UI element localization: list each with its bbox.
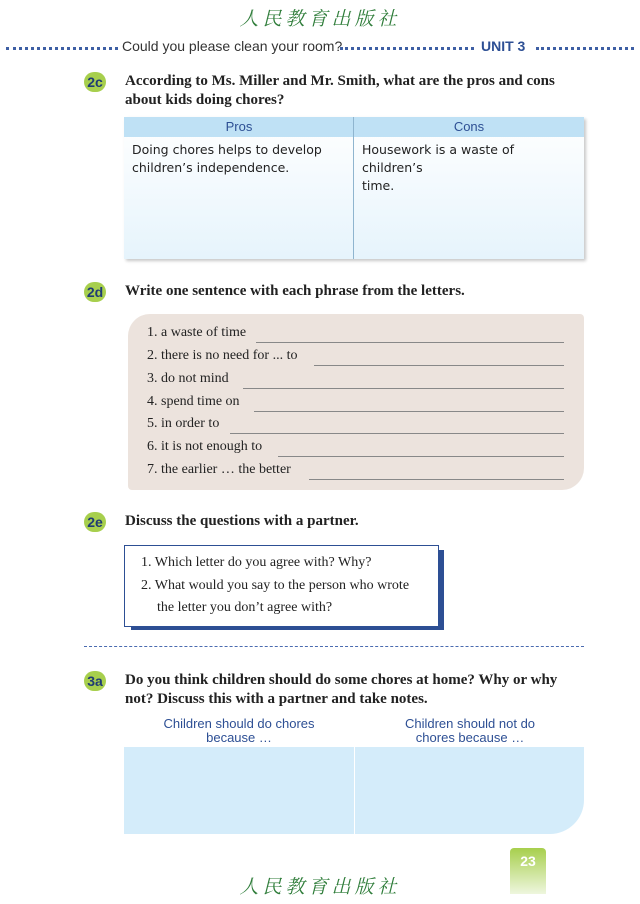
- notes-col2-header: [355, 717, 584, 747]
- phrase-item: 5. in order to: [147, 416, 220, 431]
- question-2-line2: the letter you don’t agree with?: [157, 600, 333, 615]
- pros-line2: children’s independence.: [132, 160, 290, 175]
- phrase-item: 7. the earlier … the better: [147, 462, 291, 477]
- answer-line-2[interactable]: [314, 365, 564, 366]
- header-dots-right: [536, 47, 634, 50]
- answer-line-6[interactable]: [278, 456, 564, 457]
- header-dots-left: [6, 47, 118, 50]
- header-title: Could you please clean your room?: [122, 38, 343, 54]
- badge-2e: 2e: [84, 512, 106, 532]
- table-divider: [353, 117, 354, 259]
- header-dots-middle: [340, 47, 474, 50]
- badge-3a: 3a: [84, 671, 106, 691]
- publisher-logo-bottom: 人民教育出版社: [239, 876, 401, 898]
- answer-line-4[interactable]: [254, 411, 564, 412]
- question-1: 1. Which letter do you agree with? Why?: [141, 555, 372, 570]
- instruction-3a-line2: not? Discuss this with a partner and take notes.: [125, 691, 428, 707]
- badge-2c: 2c: [84, 72, 106, 92]
- pros-line1: Doing chores helps to develop: [132, 142, 322, 157]
- publisher-logo-top: 人民教育出版社: [239, 8, 401, 30]
- cons-cell[interactable]: [362, 141, 577, 195]
- instruction-2d: Write one sentence with each phrase from the letters.: [125, 283, 465, 299]
- phrase-item: 4. spend time on: [147, 394, 240, 409]
- instruction-2c: [125, 72, 555, 110]
- notes-divider: [354, 717, 355, 834]
- instruction-2c-line2: about kids doing chores?: [125, 92, 285, 108]
- answer-line-3[interactable]: [243, 388, 564, 389]
- notes-col2-line2: chores because …: [415, 730, 525, 745]
- answer-line-5[interactable]: [230, 433, 564, 434]
- pros-cell[interactable]: [132, 141, 347, 177]
- notes-table[interactable]: [124, 717, 584, 834]
- instruction-2c-line1: According to Ms. Miller and Mr. Smith, what are the pros and cons: [125, 73, 555, 89]
- answer-line-1[interactable]: [256, 342, 564, 343]
- pros-header: Pros: [124, 117, 354, 137]
- cons-line1: Housework is a waste of children’s: [362, 142, 514, 175]
- instruction-3a-line1: Do you think children should do some chores at home? Why or why: [125, 672, 558, 688]
- cons-line2: time.: [362, 178, 395, 193]
- notes-col1-line2: because …: [206, 730, 272, 745]
- pros-cons-table: [124, 117, 584, 259]
- question-2-line1: 2. What would you say to the person who wrote: [141, 578, 410, 593]
- instruction-2e: Discuss the questions with a partner.: [125, 513, 359, 529]
- section-divider: [84, 646, 584, 647]
- notes-col1-header: [124, 717, 354, 747]
- phrase-item: 3. do not mind: [147, 371, 229, 386]
- instruction-3a: [125, 671, 557, 709]
- notes-col2-line1: Children should not do: [404, 717, 536, 731]
- notes-col1-line1: Children should do chores: [163, 717, 315, 731]
- unit-label: UNIT 3: [481, 38, 526, 54]
- cons-header: Cons: [354, 117, 584, 137]
- phrase-item: 1. a waste of time: [147, 325, 247, 340]
- page-number: 23: [510, 848, 546, 894]
- answer-line-7[interactable]: [309, 479, 564, 480]
- phrase-item: 2. there is no need for ... to: [147, 348, 298, 363]
- phrase-item: 6. it is not enough to: [147, 439, 263, 454]
- badge-2d: 2d: [84, 282, 106, 302]
